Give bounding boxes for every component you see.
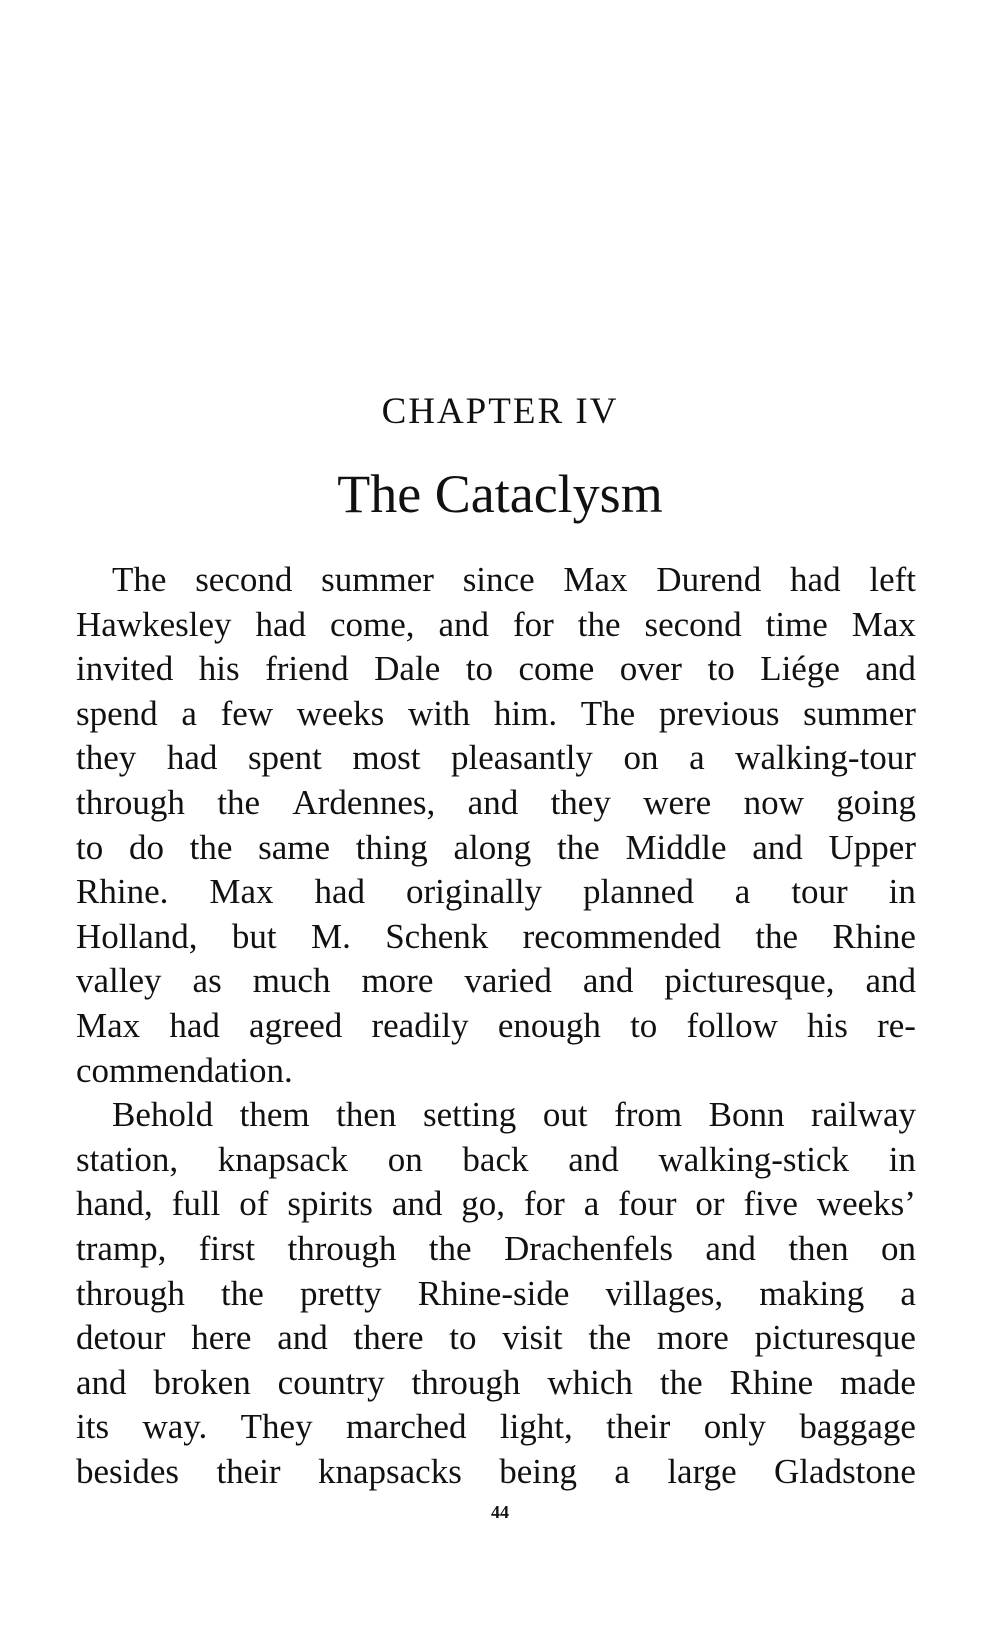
text-line <box>76 736 916 781</box>
word: the <box>755 916 798 956</box>
word: Rhine <box>729 1362 814 1402</box>
word: along <box>453 827 532 867</box>
word: with <box>407 693 471 733</box>
word: enough <box>497 1005 601 1045</box>
word: on <box>623 738 659 778</box>
word: now <box>743 782 804 822</box>
word: visit <box>502 1318 563 1358</box>
word: invited <box>76 649 174 689</box>
word: go, <box>461 1184 506 1224</box>
word: were <box>643 782 712 822</box>
word: weeks’ <box>816 1184 916 1224</box>
word: to <box>707 649 735 689</box>
word: which <box>547 1362 633 1402</box>
word: They <box>240 1407 313 1447</box>
word: and <box>76 1362 127 1402</box>
word: pleasantly <box>451 738 593 778</box>
word: out <box>542 1095 588 1135</box>
word: and <box>752 827 803 867</box>
text-line <box>76 781 916 826</box>
word: knapsack <box>217 1139 349 1179</box>
text-line <box>76 870 916 915</box>
word: more <box>656 1318 729 1358</box>
word: made <box>840 1362 916 1402</box>
word: and <box>277 1318 328 1358</box>
word: a <box>583 1184 600 1224</box>
word: pretty <box>299 1273 382 1313</box>
word: more <box>361 961 434 1001</box>
word: four <box>618 1184 677 1224</box>
word: valley <box>76 961 162 1001</box>
word: detour <box>76 1318 166 1358</box>
word: had <box>314 872 365 912</box>
word: them <box>239 1095 310 1135</box>
word: the <box>556 827 600 867</box>
word: thing <box>355 827 428 867</box>
word: their <box>606 1407 671 1447</box>
text-line <box>76 1361 916 1406</box>
word: second <box>195 560 293 599</box>
word: a <box>614 1451 630 1491</box>
word: had <box>790 560 841 599</box>
word: Max <box>209 872 274 912</box>
word: and <box>865 961 916 1001</box>
word: and <box>568 1139 619 1179</box>
word: summer <box>803 693 916 733</box>
text-line <box>76 826 916 871</box>
word: The <box>580 693 636 733</box>
word: since <box>462 560 535 599</box>
word: friend <box>265 649 349 689</box>
word: Holland, <box>76 916 198 956</box>
word: to <box>76 827 104 867</box>
word: in <box>888 1139 916 1179</box>
word: spend <box>76 693 158 733</box>
word: and <box>391 1184 443 1224</box>
word: much <box>252 961 331 1001</box>
word: Ardennes, <box>292 782 436 822</box>
text-line <box>76 1405 916 1450</box>
word: broken <box>153 1362 251 1402</box>
word: varied <box>464 961 552 1001</box>
word: recommended <box>522 916 721 956</box>
word: agreed <box>249 1005 343 1045</box>
word: Rhine <box>832 916 916 956</box>
page-number: 44 <box>491 1502 509 1522</box>
word: had <box>255 604 307 644</box>
text-line <box>76 1182 916 1227</box>
word: on <box>880 1228 916 1268</box>
text-line <box>76 1093 916 1138</box>
word: tour <box>791 872 848 912</box>
word: spent <box>247 738 322 778</box>
word: a <box>689 738 705 778</box>
word: knapsacks <box>317 1451 462 1491</box>
word: only <box>703 1407 766 1447</box>
word: first <box>198 1228 256 1268</box>
text-line <box>76 959 916 1004</box>
word: and <box>705 1228 756 1268</box>
word: follow <box>686 1005 778 1045</box>
word: for <box>523 1184 565 1224</box>
word: railway <box>811 1095 916 1135</box>
word: re- <box>877 1005 916 1045</box>
word: the <box>577 604 621 644</box>
word: going <box>836 782 916 822</box>
word: come <box>518 649 595 689</box>
word: through <box>287 1228 397 1268</box>
word: of <box>239 1184 269 1224</box>
word: had <box>166 738 218 778</box>
word: walking-tour <box>735 738 916 778</box>
word: and <box>865 649 916 689</box>
word: a <box>181 693 197 733</box>
word: Hawkesley <box>76 604 232 644</box>
word: readily <box>371 1005 469 1045</box>
word: full <box>171 1184 221 1224</box>
word: Max <box>563 560 628 599</box>
word: but <box>231 916 277 956</box>
text-line <box>76 1316 916 1361</box>
text-line <box>76 1450 916 1495</box>
word: there <box>353 1318 424 1358</box>
word: his <box>198 649 240 689</box>
word: the <box>428 1228 472 1268</box>
word: large <box>667 1451 737 1491</box>
word: Behold <box>112 1095 214 1135</box>
word: left <box>869 560 916 599</box>
word: light, <box>499 1407 573 1447</box>
word: Drachenfels <box>503 1228 674 1268</box>
word: picturesque <box>754 1318 916 1358</box>
word: over <box>619 649 682 689</box>
word: to <box>449 1318 477 1358</box>
word: making <box>759 1273 865 1313</box>
word: Dale <box>374 649 441 689</box>
text-line <box>76 1049 916 1094</box>
chapter-number: CHAPTER IV <box>381 391 619 432</box>
body-text <box>76 558 916 1494</box>
word: do <box>128 827 164 867</box>
word: for <box>512 604 554 644</box>
word: Schenk <box>385 916 489 956</box>
word: marched <box>345 1407 467 1447</box>
word: The <box>112 560 167 599</box>
word: a <box>734 872 751 912</box>
word: Gladstone <box>774 1451 916 1491</box>
word: back <box>462 1139 529 1179</box>
word: or <box>695 1184 725 1224</box>
word: to <box>465 649 493 689</box>
word: his <box>807 1005 848 1045</box>
word: M. <box>310 916 351 956</box>
word: Upper <box>828 827 916 867</box>
word: spirits <box>287 1184 373 1224</box>
text-line <box>76 915 916 960</box>
word: and <box>438 604 490 644</box>
word: on <box>387 1139 423 1179</box>
word: the <box>189 827 233 867</box>
word: to <box>630 1005 658 1045</box>
word: as <box>192 961 222 1001</box>
word: Middle <box>625 827 727 867</box>
word: five <box>743 1184 798 1224</box>
text-line <box>76 1227 916 1272</box>
word: through <box>76 1273 185 1313</box>
word: most <box>352 738 421 778</box>
word: Max <box>76 1005 141 1045</box>
word: country <box>277 1362 385 1402</box>
word: the <box>588 1318 632 1358</box>
text-line <box>76 603 916 648</box>
text-line <box>76 1138 916 1183</box>
word: and <box>582 961 634 1001</box>
word: Liége <box>760 649 840 689</box>
word: summer <box>321 560 434 599</box>
word: had <box>169 1005 220 1045</box>
word: Durend <box>656 560 762 599</box>
word: the <box>659 1362 703 1402</box>
word: a <box>900 1273 916 1313</box>
word: villages, <box>605 1273 724 1313</box>
word: besides <box>76 1451 180 1491</box>
word: walking-stick <box>658 1139 849 1179</box>
word: then <box>788 1228 849 1268</box>
word: Rhine-side <box>417 1273 570 1313</box>
word: commendation. <box>76 1050 293 1090</box>
word: planned <box>583 872 694 912</box>
word: him. <box>493 693 558 733</box>
text-line <box>76 1272 916 1317</box>
word: Rhine. <box>76 872 169 912</box>
word: same <box>258 827 331 867</box>
word: then <box>336 1095 397 1135</box>
word: time <box>765 604 828 644</box>
word: from <box>614 1095 683 1135</box>
word: way. <box>142 1407 208 1447</box>
word: weeks <box>296 693 385 733</box>
word: station, <box>76 1139 179 1179</box>
word: they <box>550 782 611 822</box>
word: in <box>888 872 916 912</box>
word: originally <box>405 872 543 912</box>
word: Bonn <box>708 1095 785 1135</box>
word: few <box>220 693 274 733</box>
word: come, <box>329 604 415 644</box>
word: its <box>76 1407 110 1447</box>
word: Max <box>851 604 916 644</box>
word: picturesque, <box>664 961 835 1001</box>
text-line <box>76 692 916 737</box>
word: previous <box>658 693 780 733</box>
word: and <box>467 782 519 822</box>
word: here <box>191 1318 252 1358</box>
word: setting <box>422 1095 517 1135</box>
word: tramp, <box>76 1228 167 1268</box>
text-line <box>76 1004 916 1049</box>
text-line <box>76 558 916 603</box>
word: baggage <box>799 1407 916 1447</box>
word: hand, <box>76 1184 153 1224</box>
word: through <box>76 782 185 822</box>
word: the <box>217 782 261 822</box>
word: being <box>499 1451 577 1491</box>
chapter-title: The Cataclysm <box>337 464 663 524</box>
word: they <box>76 738 137 778</box>
word: the <box>221 1273 264 1313</box>
word: second <box>644 604 742 644</box>
word: through <box>411 1362 521 1402</box>
text-line <box>76 647 916 692</box>
word: their <box>216 1451 281 1491</box>
